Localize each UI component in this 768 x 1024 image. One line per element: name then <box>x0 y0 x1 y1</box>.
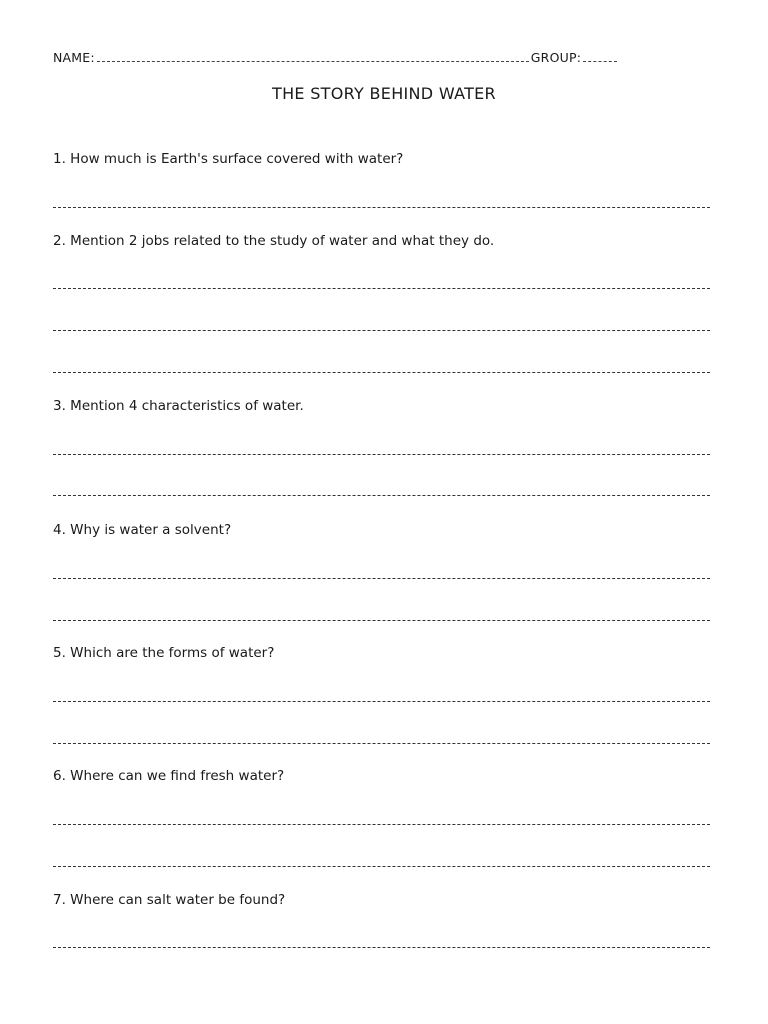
question-6: 6. Where can we find fresh water? <box>53 768 285 784</box>
answer-line[interactable] <box>53 288 710 289</box>
answer-line[interactable] <box>53 701 710 702</box>
answer-line[interactable] <box>53 620 710 621</box>
page-title: THE STORY BEHIND WATER <box>272 84 496 103</box>
answer-line[interactable] <box>53 947 710 948</box>
answer-line[interactable] <box>53 372 710 373</box>
question-5: 5. Which are the forms of water? <box>53 645 275 661</box>
answer-line[interactable] <box>53 743 710 744</box>
answer-line[interactable] <box>53 330 710 331</box>
header-row <box>53 45 713 65</box>
name-field[interactable] <box>97 60 529 62</box>
name-label: NAME: <box>53 50 95 65</box>
group-label: GROUP: <box>530 50 582 65</box>
answer-line[interactable] <box>53 495 710 496</box>
answer-line[interactable] <box>53 454 710 455</box>
answer-line[interactable] <box>53 207 710 208</box>
question-3: 3. Mention 4 characteristics of water. <box>53 398 304 414</box>
question-2: 2. Mention 2 jobs related to the study of water and what they do. <box>53 233 495 249</box>
question-1: 1. How much is Earth's surface covered with water? <box>53 151 404 167</box>
answer-line[interactable] <box>53 824 710 825</box>
question-7: 7. Where can salt water be found? <box>53 892 286 908</box>
group-field[interactable] <box>583 60 617 62</box>
question-4: 4. Why is water a solvent? <box>53 522 232 538</box>
answer-line[interactable] <box>53 866 710 867</box>
answer-line[interactable] <box>53 578 710 579</box>
